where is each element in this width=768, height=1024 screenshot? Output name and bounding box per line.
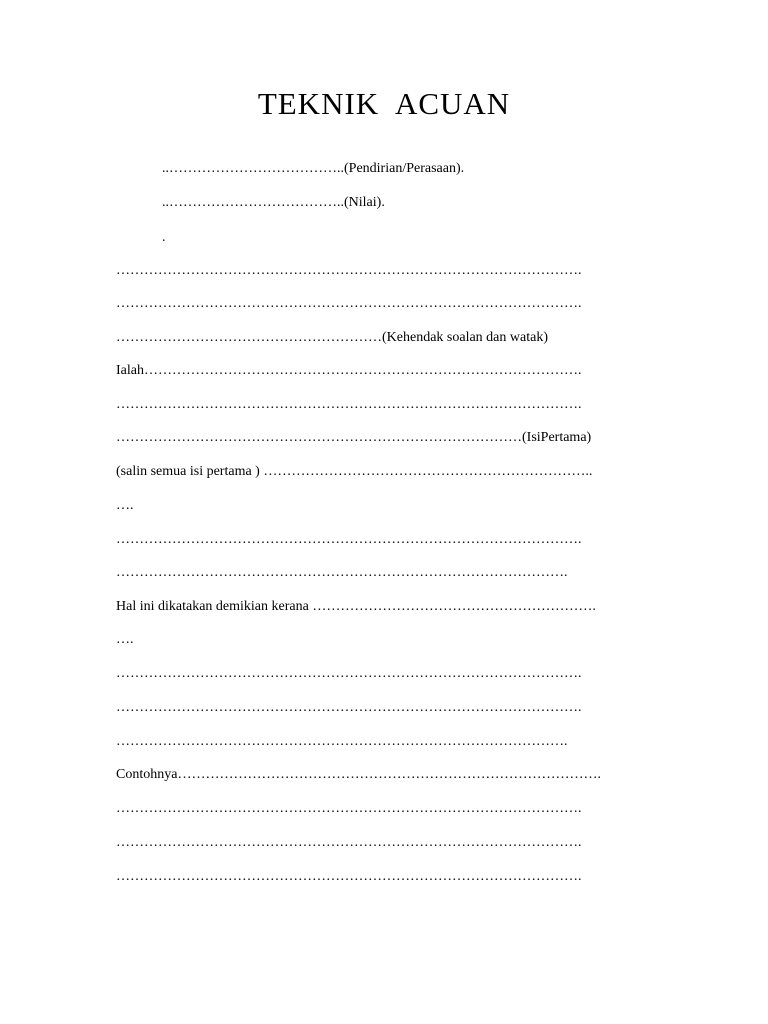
- text-line-ialah: Ialah………………………………………………………………………………….: [116, 363, 582, 378]
- text-line-dotted: ……………………………………………………………………………………….: [116, 700, 582, 715]
- text-line-nilai: ..………………………………..(Nilai).: [162, 195, 385, 210]
- text-line-dotted: ……………………………………………………………………………………….: [116, 869, 582, 884]
- text-line-contohnya: Contohnya……………………………………………………………………………….: [116, 767, 601, 782]
- text-line-dotted: ……………………………………………………………………………………….: [116, 296, 582, 311]
- text-line-dotted: ……………………………………………………………………………………….: [116, 801, 582, 816]
- text-line-dotted: …………………………………………………………………………………….: [116, 565, 568, 580]
- text-line-pendirian: ..………………………………..(Pendirian/Perasaan).: [162, 161, 465, 176]
- text-line-kehendak-soalan: …………………………………………………(Kehendak soalan dan watak): [116, 330, 548, 345]
- text-line-dotted: ……………………………………………………………………………………….: [116, 835, 582, 850]
- text-line-ellipsis: ….: [116, 498, 134, 513]
- text-line-dotted: ……………………………………………………………………………………….: [116, 263, 582, 278]
- text-line-salin-isi: (salin semua isi pertama ) ……………………………………………………………..: [116, 464, 593, 479]
- text-line-ellipsis: ….: [116, 632, 134, 647]
- text-line-dotted: ……………………………………………………………………………………….: [116, 397, 582, 412]
- text-line-isi-pertama: ……………………………………………………………………………(IsiPertama): [116, 430, 592, 445]
- text-line-dotted: ……………………………………………………………………………………….: [116, 532, 582, 547]
- text-line-dotted: …………………………………………………………………………………….: [116, 734, 568, 749]
- page-title: TEKNIK ACUAN: [257, 86, 511, 121]
- text-line-hal-ini: Hal ini dikatakan demikian kerana …………………………………………………….: [116, 599, 596, 614]
- text-line-dot: .: [162, 230, 166, 245]
- text-line-dotted: ……………………………………………………………………………………….: [116, 666, 582, 681]
